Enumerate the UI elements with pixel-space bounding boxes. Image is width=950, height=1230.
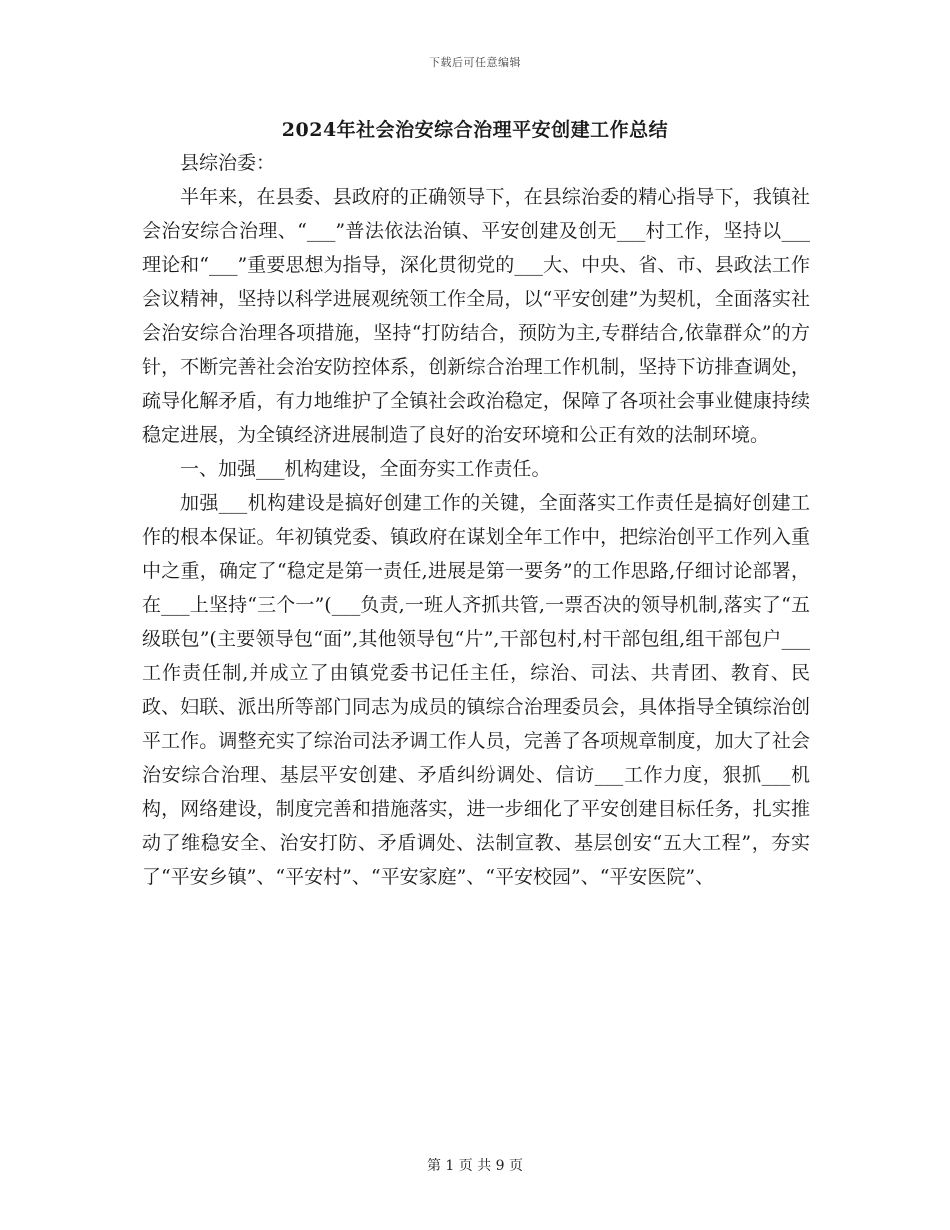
document-title: 2024年社会治安综合治理平安创建工作总结: [281, 119, 669, 141]
salutation: 县综治委：: [180, 152, 276, 174]
paragraph-intro: 半年来，在县委、县政府的正确领导下，在县综治委的精心指导下，我镇社会治安综合治理、“___”普法依法治镇、平安创建及创无___村工作，坚持以___理论和“___”重要思想为指导，深化贯彻党的___大、中央、省、市、县政法工作会议精神，坚持以科学进展观统领工作全局，以“平安创建”为契机，全面落实社会治安综合治理各项措施，坚持“打防结合，预防为主,专群结合,依靠群众”的方针，不断完善社会治安防控体系，创新综合治理工作机制，坚持下访排查调处，疏导化解矛盾，有力地维护了全镇社会政治稳定，保障了各项社会事业健康持续稳定进展，为全镇经济进展制造了良好的治安环境和公正有效的法制环境。: [142, 186, 810, 446]
paragraph-section-1: 加强___机构建设是搞好创建工作的关键，全面落实工作责任是搞好创建工作的根本保证。年初镇党委、镇政府在谋划全年工作中，把综治创平工作列入重中之重，确定了“稳定是第一责任,进展是第一要务”的工作思路,仔细讨论部署，在___上坚持“三个一”(___负责,一班人齐抓共管,一票否决的领导机制,落实了“五级联包”(主要领导包“面”,其他领导包“片”,干部包村,村干部包组,组干部包户___工作责任制,并成立了由镇党委书记任主任，综治、司法、共青团、教育、民政、妇联、派出所等部门同志为成员的镇综合治理委员会，具体指导全镇综治创平工作。调整充实了综治司法矛调工作人员，完善了各项规章制度，加大了社会治安综合治理、基层平安创建、矛盾纠纷调处、信访___工作力度，狠抓___机构，网络建设，制度完善和措施落实，进一步细化了平安创建目标任务，扎实推动了维稳安全、治安打防、矛盾调处、法制宣教、基层创安“五大工程”，夯实了“平安乡镇”、“平安村”、“平安家庭”、“平安校园”、“平安医院”、: [142, 492, 810, 888]
document-body: [142, 146, 810, 894]
page-footer: 第 1 页 共 9 页: [426, 1158, 524, 1174]
header-note: 下载后可任意编辑: [429, 56, 521, 69]
section-heading-1: 一、加强___机构建设，全面夯实工作责任。: [180, 458, 551, 480]
